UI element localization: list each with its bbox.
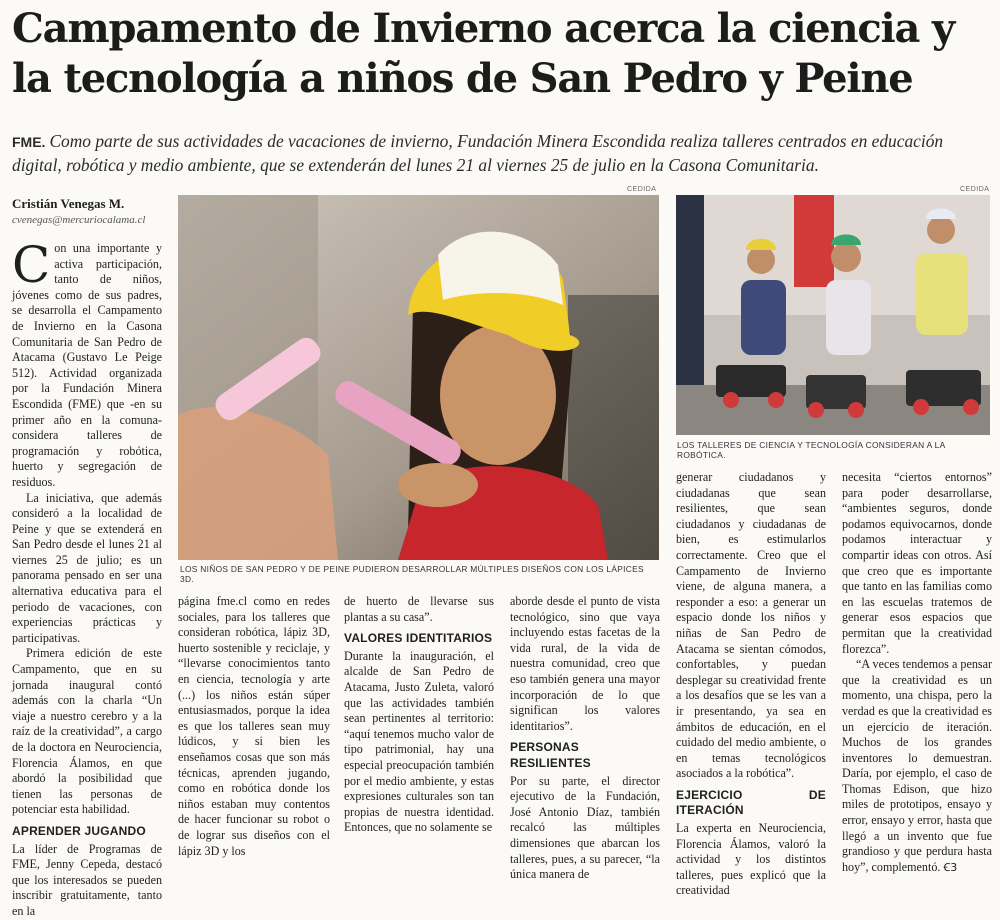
photo-caption: LOS TALLERES DE CIENCIA Y TECNOLOGÍA CONSIDERAN A LA ROBÓTICA. [677, 440, 946, 460]
paragraph: Durante la inauguración, el alcalde de San Pedro de Atacama, Justo Zuleta, valoró que las actividades también sean pertinentes al territorio: “aquí tenemos mucho valor de tipo patrimonial, hay una especial preocupación también por el medio ambiente, y estas expresiones culturales son tan propias de nuestra identidad. Entonces, que no solamente se [344, 648, 494, 835]
paragraph: La experta en Neurociencia, Florencia Álamos, valoró la actividad y los distintos talleres, pues explicó que la creatividad [676, 821, 826, 898]
dropcap: C [12, 236, 51, 294]
article-column-1 [12, 236, 162, 920]
paragraph: aborde desde el punto de vista tecnológico, sino que vaya incluyendo estas facetas de la vida rural, de la vida de nuestra comunidad, creo que eso también genera una mayor incorporación de lo que significan los valores identitarios”. [510, 594, 660, 733]
lead-tag: FME. [12, 134, 46, 150]
paragraph-text: “A veces tendemos a pensar que la creatividad es un momento, una chispa, pero la verdad es que la creatividad es un ejercicio de iteración. Muchos de los grandes inventores lo demuestran. Daría, por ejemplo, el caso de Thomas Edison, que hizo miles de prototipos, ensayo y error, ensayo y error, hasta que llegó a un invento que fue grandioso y que perdura hasta hoy”, complementó. [842, 657, 992, 874]
subheading: PERSONAS RESILIENTES [510, 740, 591, 770]
author-name: Cristián Venegas M. [12, 196, 125, 211]
end-mark-icon: Ꞓ3 [943, 860, 958, 874]
paragraph: necesita “ciertos entornos” para poder desarrollarse, “ambientes seguros, donde podamos equivocarnos, donde podamos interactuar y compartir ideas con otros. Así que creo que es importante que tanto en las familias como en las escuelas tratemos de generar esos espacios que permitan que la creatividad florezca”. [842, 470, 992, 656]
photo-credit: CEDIDA [960, 186, 990, 193]
paragraph [842, 657, 992, 875]
paragraph: Primera edición de este Campamento, que en su jornada inaugural contó además con la charla “Un viaje a nuestro cerebro y a la raíz de la creatividad”, a cargo de la doctora en Neurociencia, Florencia Álamos, en que abordó la posibilidad que tienen las personas de potenciar esta habilidad. [12, 646, 162, 817]
article-column-5 [676, 470, 826, 899]
main-photo [178, 195, 659, 560]
article-column-4 [510, 594, 660, 883]
article-column-2 [178, 594, 330, 859]
photo-credit: CEDIDA [627, 186, 657, 193]
author-email: cvenegas@mercuriocalama.cl [12, 214, 146, 226]
paragraph: on una importante y activa participación, tanto de niños, jóvenes como de sus padres, se desarrolla el Campamento de Invierno en la Casona Comunitaria de San Pedro de Atacama (Gustavo Le Peige 512). Actividad organizada por la Fundación Minera Escondida (FME) que -en su primer año en la comuna- considera talleres de programación y robótica, huerto y segregación de residuos. [12, 241, 162, 489]
paragraph: generar ciudadanos y ciudadanas que sean resilientes, que sean ciudadanos y ciudadanas de bien, es estimularlos correctamente. Creo que el Campamento de Invierno viene, de alguna manera, a responder a eso: a generar un espacio donde los niños y niñas de San Pedro de Atacama se sientan cómodos, confortables, y puedan desplegar su creatividad frente a los desafíos que se les van a ir presentando, ya sea en ámbitos de educación, en el cuidado del medio ambiente, o en temas tecnológicos asociados a la robótica”. [676, 470, 826, 781]
paragraph: La líder de Programas de FME, Jenny Cepeda, destacó que los interesados se pueden inscribir gratuitamente, tanto en la [12, 841, 162, 918]
subheading: EJERCICIO DE ITERACIÓN [676, 787, 826, 818]
paragraph: Por su parte, el director ejecutivo de la Fundación, José Antonio Díaz, también recalcó las múltiples dimensiones que abarcan los talleres, pues, a su parecer, “la única manera de [510, 773, 660, 882]
byline [12, 196, 174, 226]
paragraph: página fme.cl como en redes sociales, para los talleres que consideran robótica, lápiz 3D, huerto sostenible y reciclaje, y “llevarse conocimientos tanto en ciencia, tecnología y arte (...) los niños están súper entusiasmados, porque la idea es que los talleres sean muy lúdicos, y si bien les enseñamos cosas que son más técnicas, aprenden jugando, como en robótica donde los niños estaban muy contentos de hacer funcionar su robot o de lograr sus diseños con el lápiz 3D y los [178, 594, 330, 858]
subheading: VALORES IDENTITARIOS [344, 631, 493, 646]
paragraph: de huerto de llevarse sus plantas a su casa”. [344, 594, 494, 624]
side-photo-image [676, 195, 990, 435]
paragraph: La iniciativa, que además consideró a la localidad de Peine y que se extenderá en San Pedro desde el lunes 21 al viernes 25 de julio; es un panorama pensado en ser una alternativa educativa para el periodo de vacaciones, con experiencias prácticas y participativas. [12, 490, 162, 645]
article-column-3 [344, 594, 494, 836]
main-photo-image [178, 195, 659, 560]
photo-caption: LOS NIÑOS DE SAN PEDRO Y DE PEINE PUDIERON DESARROLLAR MÚLTIPLES DISEÑOS CON LOS LÁPICES 3D. [180, 564, 644, 584]
lead-text: Como parte de sus actividades de vacaciones de invierno, Fundación Minera Escondida realiza talleres centrados en educación digital, robótica y medio ambiente, que se extenderán del lunes 21 al viernes 25 de julio en la Casona Comunitaria. [12, 131, 944, 175]
subheading: APRENDER JUGANDO [12, 823, 146, 838]
lead-paragraph [12, 130, 987, 177]
headline: Campamento de Invierno acerca la ciencia y la tecnología a niños de San Pedro y Peine [12, 5, 955, 102]
article-column-6 [842, 470, 992, 875]
side-photo [676, 195, 990, 435]
